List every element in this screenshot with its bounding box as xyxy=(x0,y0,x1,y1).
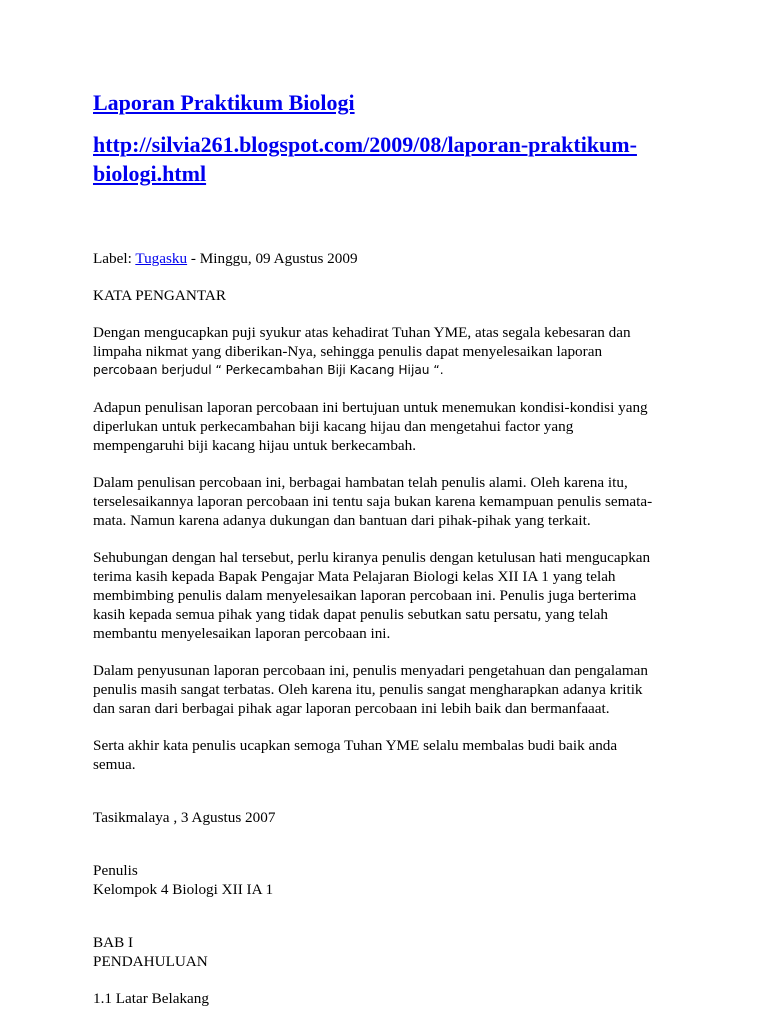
paragraph-1-text: Dengan mengucapkan puji syukur atas kehadirat Tuhan YME, atas segala kebesaran dan limpaha nikmat yang diberikan-Nya, sehingga penulis dapat menyelesaikan laporan xyxy=(93,324,631,360)
paragraph-1-title-line: percobaan berjudul “ Perkecambahan Biji Kacang Hijau “. xyxy=(93,363,444,377)
post-date: - Minggu, 09 Agustus 2009 xyxy=(187,250,358,267)
label-tag-link[interactable]: Tugasku xyxy=(135,250,188,267)
chapter-title: PENDAHULUAN xyxy=(93,953,208,970)
subsection-heading: 1.1 Latar Belakang xyxy=(93,990,209,1007)
chapter-block xyxy=(93,933,693,971)
document-page xyxy=(93,88,693,1008)
section-heading: KATA PENGANTAR xyxy=(93,287,226,304)
document-title-link[interactable]: Laporan Praktikum Biologi xyxy=(93,90,355,115)
label-line xyxy=(93,249,693,268)
author-title: Penulis xyxy=(93,862,138,879)
paragraph-6: Serta akhir kata penulis ucapkan semoga Tuhan YME selalu membalas budi baik anda semua. xyxy=(93,737,618,773)
paragraph-2: Adapun penulisan laporan percobaan ini bertujuan untuk menemukan kondisi-kondisi yang diperlukan untuk perkecambahan biji kacang hijau dan mengetahui factor yang mempengaruhi biji kacang hijau untuk berkecambah. xyxy=(93,399,648,454)
paragraph-3: Dalam penulisan percobaan ini, berbagai hambatan telah penulis alami. Oleh karena itu, terselesaikannya laporan percobaan ini tentu saja bukan karena kemampuan penulis semata- mata. Namun karena adanya dukungan dan bantuan dari pihak-pihak yang terkait. xyxy=(93,474,653,529)
paragraph-5: Dalam penyusunan laporan percobaan ini, penulis menyadari pengetahuan dan pengalaman penulis masih sangat terbatas. Oleh karena itu, penulis sangat mengharapkan adanya kritik dan saran dari berbagai pihak agar laporan percobaan ini lebih baik dan bermanfaaat. xyxy=(93,662,648,717)
author-group: Kelompok 4 Biologi XII IA 1 xyxy=(93,881,274,898)
chapter-number: BAB I xyxy=(93,934,134,951)
city-date: Tasikmalaya , 3 Agustus 2007 xyxy=(93,809,276,826)
paragraph-4: Sehubungan dengan hal tersebut, perlu kiranya penulis dengan ketulusan hati mengucapkan terima kasih kepada Bapak Pengajar Mata Pelajaran Biologi kelas XII IA 1 yang telah membimbing penulis dalam menyelesaikan laporan percobaan ini. Penulis juga berterima kasih kepada semua pihak yang tidak dapat penulis sebutkan satu persatu, yang telah membantu menyelesaikan laporan percobaan ini. xyxy=(93,549,651,642)
paragraph-1 xyxy=(93,323,693,380)
label-prefix: Label: xyxy=(93,250,136,267)
author-block xyxy=(93,861,693,899)
source-url-link[interactable]: http://silvia261.blogspot.com/2009/08/laporan-praktikum-biologi.html xyxy=(93,132,637,186)
